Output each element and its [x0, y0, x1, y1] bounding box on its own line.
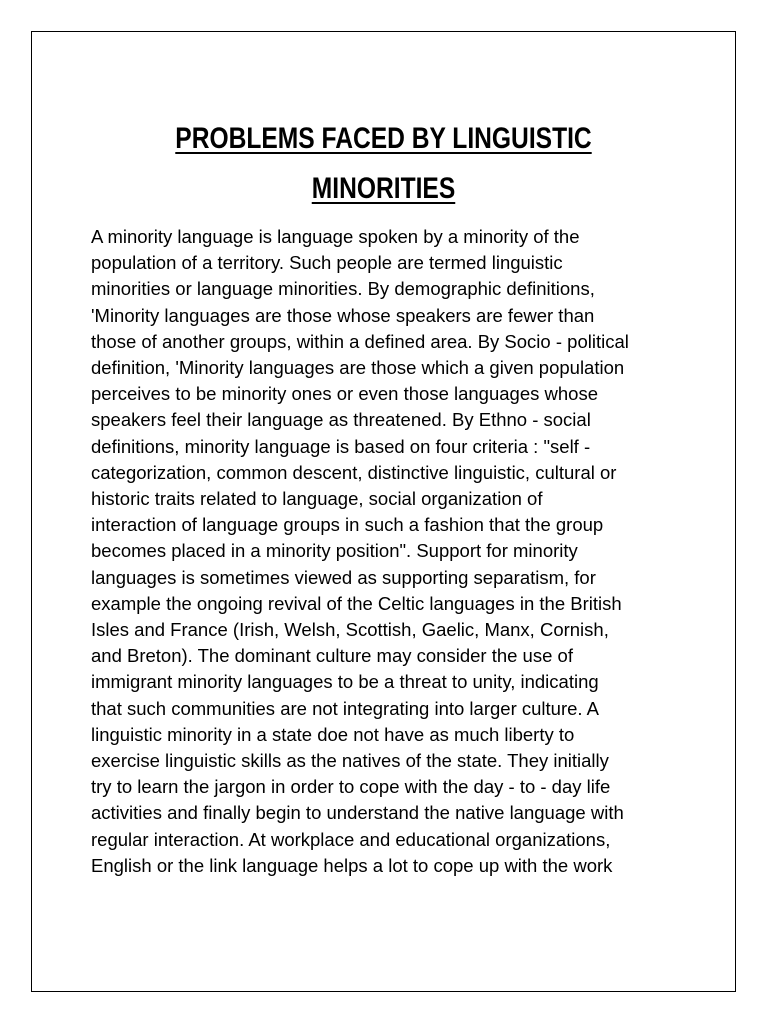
- body-line: population of a territory. Such people are termed linguistic: [91, 252, 563, 274]
- body-line: that such communities are not integrating into larger culture. A: [91, 697, 599, 719]
- page-title: [95, 114, 671, 214]
- body-line: example the ongoing revival of the Celtic languages in the British: [91, 592, 622, 614]
- body-line: 'Minority languages are those whose speakers are fewer than: [91, 304, 595, 326]
- title-line: PROBLEMS FACED BY LINGUISTIC: [175, 122, 592, 156]
- body-line: regular interaction. At workplace and educational organizations,: [91, 828, 611, 850]
- title-line: MINORITIES: [311, 172, 456, 206]
- body-line: definition, 'Minority languages are those which a given population: [91, 357, 625, 379]
- body-line: try to learn the jargon in order to cope with the day - to - day life: [91, 776, 611, 798]
- body-line: becomes placed in a minority position". Support for minority: [91, 540, 578, 562]
- body-line: and Breton). The dominant culture may consider the use of: [91, 645, 573, 667]
- body-line: linguistic minority in a state doe not have as much liberty to: [91, 723, 575, 745]
- body-line: A minority language is language spoken by a minority of the: [91, 226, 580, 247]
- body-line: languages is sometimes viewed as supporting separatism, for: [91, 566, 596, 588]
- body-line: those of another groups, within a defined area. By Socio - political: [91, 330, 629, 352]
- body-line: interaction of language groups in such a fashion that the group: [91, 514, 604, 536]
- body-line: definitions, minority language is based on four criteria : "self -: [91, 435, 591, 457]
- body-line: exercise linguistic skills as the natives of the state. They initially: [91, 750, 609, 772]
- document-page: [31, 31, 736, 992]
- body-line: activities and finally begin to understand the native language with: [91, 802, 624, 824]
- body-line: immigrant minority languages to be a threat to unity, indicating: [91, 671, 599, 693]
- body-line: perceives to be minority ones or even those languages whose: [91, 383, 598, 405]
- body-line: categorization, common descent, distinctive linguistic, cultural or: [91, 461, 617, 483]
- body-line: Isles and France (Irish, Welsh, Scottish, Gaelic, Manx, Cornish,: [91, 619, 609, 641]
- body-line: English or the link language helps a lot to cope up with the work: [91, 854, 613, 876]
- body-line: historic traits related to language, social organization of: [91, 488, 543, 510]
- body-line: speakers feel their language as threatened. By Ethno - social: [91, 409, 591, 431]
- body-line: minorities or language minorities. By demographic definitions,: [91, 278, 595, 300]
- body-paragraph: [91, 224, 691, 879]
